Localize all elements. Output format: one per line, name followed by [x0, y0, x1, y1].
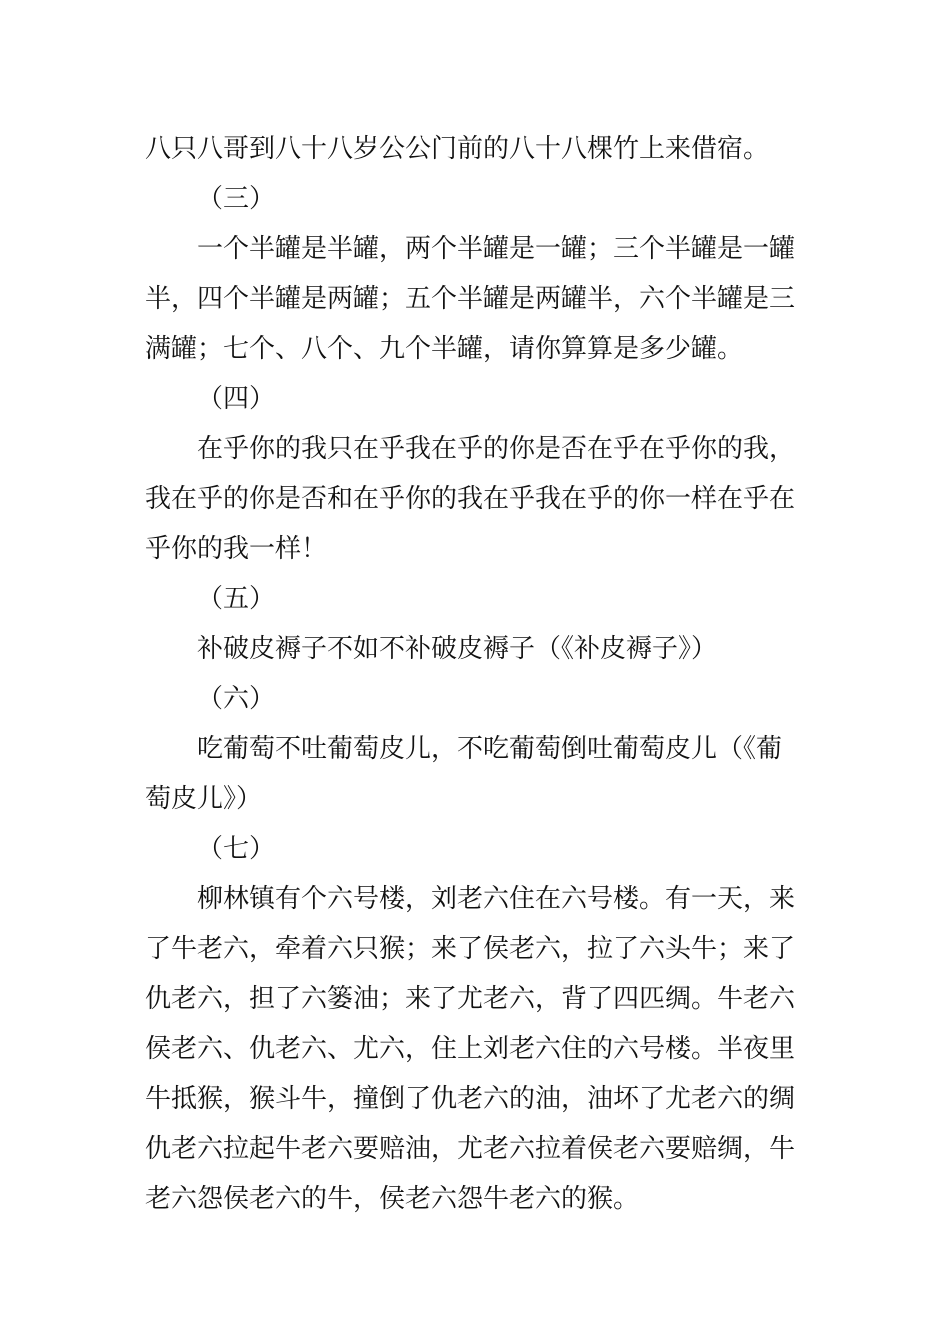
text-line-11: 补破皮褥子不如不补破皮褥子（《补皮褥子》）	[197, 634, 718, 664]
text-line-18: 仇老六，担了六篓油；来了尤老六，背了四匹绸。牛老六	[145, 984, 796, 1014]
section-heading-5: （五）	[197, 584, 276, 614]
text-line-17: 了牛老六，牵着六只猴；来了侯老六，拉了六头牛；来了	[145, 934, 796, 964]
text-line-1: 八只八哥到八十八岁公公门前的八十八棵竹上来借宿。	[145, 134, 770, 164]
text-line-3: 一个半罐是半罐，两个半罐是一罐；三个半罐是一罐	[197, 234, 796, 264]
text-line-13: 吃葡萄不吐葡萄皮儿，不吃葡萄倒吐葡萄皮儿（《葡	[197, 734, 783, 764]
section-heading-6: （六）	[197, 684, 276, 714]
section-heading-7: （七）	[197, 834, 276, 864]
text-line-9: 乎你的我一样！	[145, 534, 328, 564]
text-line-8: 我在乎的你是否和在乎你的我在乎我在乎的你一样在乎在	[145, 484, 796, 514]
text-line-7: 在乎你的我只在乎我在乎的你是否在乎在乎你的我，	[197, 434, 796, 464]
text-line-21: 仇老六拉起牛老六要赔油，尤老六拉着侯老六要赔绸，牛	[145, 1134, 796, 1164]
text-line-22: 老六怨侯老六的牛，侯老六怨牛老六的猴。	[145, 1184, 640, 1214]
text-line-19: 侯老六、仇老六、尤六，住上刘老六住的六号楼。半夜里	[145, 1034, 796, 1064]
text-line-20: 牛抵猴，猴斗牛，撞倒了仇老六的油，油坏了尤老六的绸	[145, 1084, 796, 1114]
section-heading-4: （四）	[197, 384, 276, 414]
text-line-14: 萄皮儿》）	[145, 784, 263, 814]
section-heading-3: （三）	[197, 184, 276, 214]
text-line-4: 半，四个半罐是两罐；五个半罐是两罐半，六个半罐是三	[145, 284, 796, 314]
text-line-5: 满罐；七个、八个、九个半罐，请你算算是多少罐。	[145, 334, 744, 364]
text-line-16: 柳林镇有个六号楼，刘老六住在六号楼。有一天，来	[197, 884, 796, 914]
